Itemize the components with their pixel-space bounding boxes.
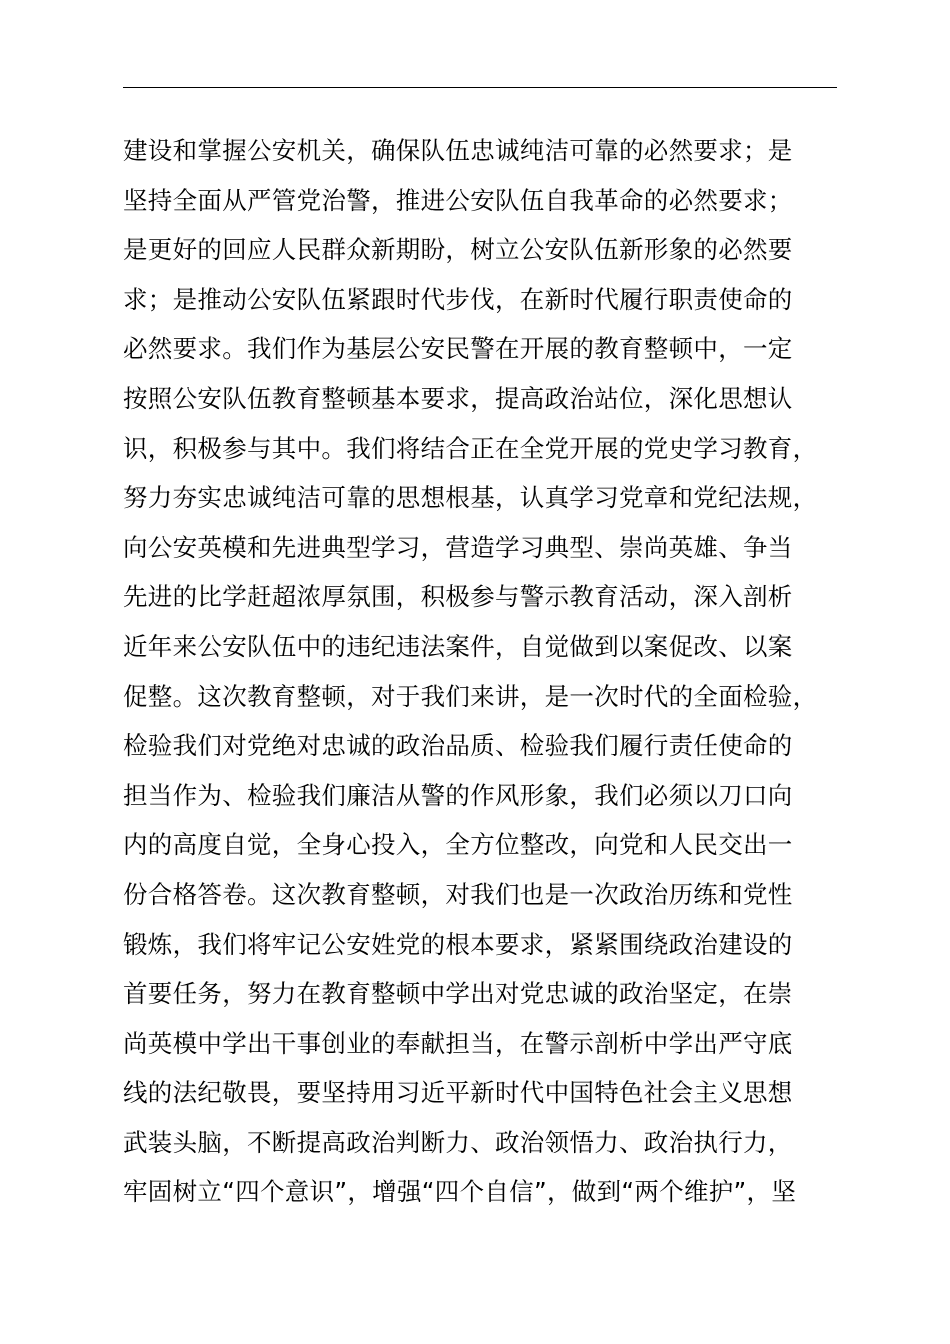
text-line: 建设和掌握公安机关，确保队伍忠诚纯洁可靠的必然要求；是 (123, 136, 793, 165)
text-line: 内的高度自觉，全身心投入，全方位整改，向党和人民交出一 (123, 830, 793, 860)
text-line: 担当作为、检验我们廉洁从警的作风形象，我们必须以刀口向 (123, 780, 793, 810)
text-line: 努力夯实忠诚纯洁可靠的思想根基，认真学习党章和党纪法规， (123, 483, 818, 513)
body-paragraph (123, 126, 853, 1217)
text-line: 尚英模中学出干事创业的奉献担当，在警示剖析中学出严守底 (123, 1028, 793, 1058)
text-line: 坚持全面从严管党治警，推进公安队伍自我革命的必然要求； (123, 185, 793, 215)
text-line: 份合格答卷。这次教育整顿，对我们也是一次政治历练和党性 (123, 879, 793, 909)
text-line: 按照公安队伍教育整顿基本要求，提高政治站位，深化思想认 (123, 383, 793, 413)
text-line: 首要任务，努力在教育整顿中学出对党忠诚的政治坚定，在崇 (123, 979, 793, 1009)
text-line: 向公安英模和先进典型学习，营造学习典型、崇尚英雄、争当 (123, 532, 793, 562)
text-line: 先进的比学赶超浓厚氛围，积极参与警示教育活动，深入剖析 (123, 582, 793, 612)
text-line: 检验我们对党绝对忠诚的政治品质、检验我们履行责任使命的 (123, 731, 793, 761)
text-line: 识，积极参与其中。我们将结合正在全党开展的党史学习教育， (123, 433, 818, 463)
text-line: 必然要求。我们作为基层公安民警在开展的教育整顿中，一定 (123, 334, 793, 364)
text-line: 是更好的回应人民群众新期盼，树立公安队伍新形象的必然要 (123, 235, 793, 265)
text-line: 锻炼，我们将牢记公安姓党的根本要求，紧紧围绕政治建设的 (123, 929, 793, 959)
text-line: 牢固树立“四个意识”，增强“四个自信”，做到“两个维护”，坚 (123, 1177, 797, 1207)
text-line: 武装头脑，不断提高政治判断力、政治领悟力、政治执行力， (123, 1127, 793, 1157)
header-rule (123, 87, 837, 88)
text-line: 近年来公安队伍中的违纪违法案件，自觉做到以案促改、以案 (123, 631, 793, 661)
text-line: 促整。这次教育整顿，对于我们来讲，是一次时代的全面检验， (123, 681, 818, 711)
text-line: 求；是推动公安队伍紧跟时代步伐，在新时代履行职责使命的 (123, 284, 793, 314)
text-line: 线的法纪敬畏，要坚持用习近平新时代中国特色社会主义思想 (123, 1078, 793, 1108)
